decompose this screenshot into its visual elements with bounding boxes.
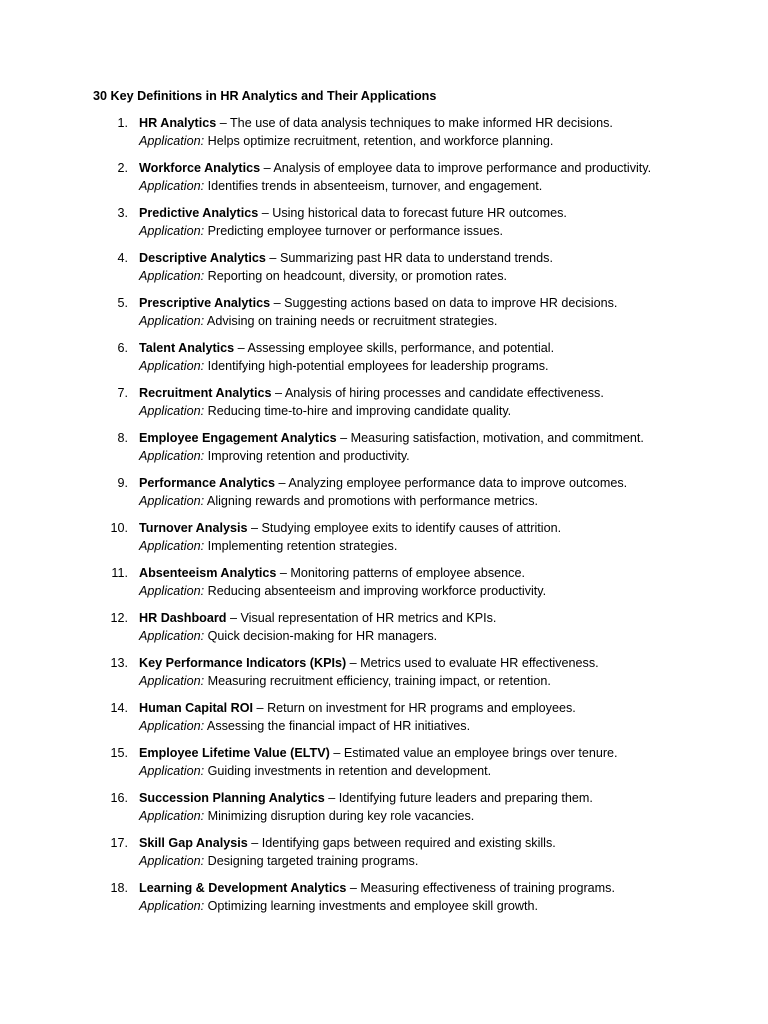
application-line: [139, 852, 418, 870]
application-label: Application:: [139, 133, 205, 148]
definition: – Assessing employee skills, performance, and potential.: [234, 341, 555, 355]
term: Human Capital ROI: [139, 701, 254, 715]
definition-line: [139, 699, 576, 717]
definition-line: [139, 564, 525, 582]
definition: – Measuring satisfaction, motivation, and commitment.: [336, 431, 644, 445]
list-item: [0, 159, 768, 204]
term: Recruitment Analytics: [139, 386, 272, 400]
application-text: Advising on training needs or recruitment strategies.: [204, 313, 498, 328]
item-number: 10.: [110, 521, 128, 535]
application-line: [139, 897, 538, 915]
term: HR Dashboard: [139, 611, 227, 625]
application-label: Application:: [139, 223, 205, 238]
application-line: [139, 807, 474, 825]
application-label: Application:: [139, 448, 205, 463]
application-text: Reducing absenteeism and improving workforce productivity.: [204, 583, 547, 598]
term: Employee Lifetime Value (ELTV): [139, 746, 330, 760]
item-number: 9.: [117, 476, 128, 490]
application-label: Application:: [139, 403, 205, 418]
definition: – Analysis of hiring processes and candidate effectiveness.: [271, 386, 604, 400]
definition-line: [139, 519, 561, 537]
item-number: 15.: [110, 746, 128, 760]
definition-line: [139, 789, 593, 807]
definition-line: [139, 474, 627, 492]
application-line: [139, 222, 503, 240]
list-item: [0, 789, 768, 834]
term: Absenteeism Analytics: [139, 566, 277, 580]
application-line: [139, 402, 511, 420]
list-item: [0, 384, 768, 429]
definition: – Summarizing past HR data to understand trends.: [265, 251, 553, 265]
list-item: [0, 519, 768, 564]
definition-line: [139, 114, 613, 132]
application-label: Application:: [139, 493, 205, 508]
application-text: Guiding investments in retention and development.: [204, 763, 492, 778]
application-label: Application:: [139, 673, 205, 688]
definition-line: [139, 744, 618, 762]
application-label: Application:: [139, 718, 205, 733]
term: HR Analytics: [139, 116, 217, 130]
definition: – Analyzing employee performance data to improve outcomes.: [275, 476, 628, 490]
item-number: 14.: [110, 701, 128, 715]
list-item: [0, 339, 768, 384]
list-item: [0, 204, 768, 249]
list-item: [0, 249, 768, 294]
application-line: [139, 357, 549, 375]
list-item: [0, 564, 768, 609]
application-line: [139, 627, 437, 645]
application-text: Identifies trends in absenteeism, turnover, and engagement.: [204, 178, 543, 193]
item-number: 5.: [117, 296, 128, 310]
application-label: Application:: [139, 358, 205, 373]
list-item: [0, 294, 768, 339]
application-label: Application:: [139, 268, 205, 283]
term: Key Performance Indicators (KPIs): [139, 656, 347, 670]
list-item: [0, 114, 768, 159]
application-text: Helps optimize recruitment, retention, and workforce planning.: [204, 133, 554, 148]
application-line: [139, 672, 551, 690]
definition: – Studying employee exits to identify causes of attrition.: [247, 521, 562, 535]
item-number: 3.: [117, 206, 128, 220]
application-label: Application:: [139, 628, 205, 643]
application-text: Aligning rewards and promotions with performance metrics.: [204, 493, 538, 508]
application-line: [139, 762, 491, 780]
item-number: 11.: [111, 566, 128, 580]
term: Learning & Development Analytics: [139, 881, 347, 895]
item-number: 4.: [117, 251, 128, 265]
item-number: 7.: [117, 386, 128, 400]
definition: – Analysis of employee data to improve performance and productivity.: [260, 161, 652, 175]
application-line: [139, 582, 546, 600]
item-number: 8.: [117, 431, 128, 445]
term: Predictive Analytics: [139, 206, 259, 220]
application-text: Predicting employee turnover or performance issues.: [204, 223, 504, 238]
item-number: 18.: [110, 881, 128, 895]
list-item: [0, 654, 768, 699]
list-item: [0, 879, 768, 924]
application-text: Measuring recruitment efficiency, training impact, or retention.: [204, 673, 551, 688]
list-item: [0, 834, 768, 879]
definitions-list: [0, 114, 768, 924]
application-text: Optimizing learning investments and employee skill growth.: [204, 898, 538, 913]
item-number: 2.: [117, 161, 128, 175]
document-title: 30 Key Definitions in HR Analytics and Their Applications: [93, 89, 437, 103]
definition-line: [139, 249, 553, 267]
definition: – Identifying future leaders and preparing them.: [324, 791, 593, 805]
definition-line: [139, 339, 554, 357]
item-number: 12.: [110, 611, 128, 625]
item-number: 6.: [117, 341, 128, 355]
application-line: [139, 132, 553, 150]
application-label: Application:: [139, 178, 205, 193]
application-line: [139, 447, 410, 465]
item-number: 13.: [110, 656, 128, 670]
application-text: Assessing the financial impact of HR initiatives.: [204, 718, 471, 733]
item-number: 1.: [117, 116, 128, 130]
definition-line: [139, 834, 556, 852]
term: Turnover Analysis: [139, 521, 248, 535]
definition-line: [139, 879, 615, 897]
definition: – Return on investment for HR programs and employees.: [253, 701, 576, 715]
application-text: Quick decision-making for HR managers.: [204, 628, 438, 643]
application-text: Implementing retention strategies.: [204, 538, 398, 553]
application-label: Application:: [139, 898, 205, 913]
term: Descriptive Analytics: [139, 251, 266, 265]
definition-line: [139, 159, 651, 177]
application-line: [139, 537, 397, 555]
term: Prescriptive Analytics: [139, 296, 271, 310]
definition: – Identifying gaps between required and existing skills.: [247, 836, 556, 850]
application-line: [139, 492, 538, 510]
definition: – Visual representation of HR metrics and KPIs.: [226, 611, 497, 625]
application-text: Identifying high-potential employees for leadership programs.: [204, 358, 549, 373]
definition-line: [139, 204, 567, 222]
application-text: Designing targeted training programs.: [204, 853, 419, 868]
application-line: [139, 717, 470, 735]
definition-line: [139, 654, 599, 672]
list-item: [0, 699, 768, 744]
application-label: Application:: [139, 853, 205, 868]
application-text: Reducing time-to-hire and improving candidate quality.: [204, 403, 512, 418]
definition: – Estimated value an employee brings over tenure.: [329, 746, 618, 760]
definition: – Suggesting actions based on data to improve HR decisions.: [270, 296, 618, 310]
list-item: [0, 744, 768, 789]
definition-line: [139, 609, 496, 627]
term: Succession Planning Analytics: [139, 791, 325, 805]
application-line: [139, 267, 507, 285]
list-item: [0, 609, 768, 654]
definition-line: [139, 294, 617, 312]
list-item: [0, 429, 768, 474]
term: Talent Analytics: [139, 341, 235, 355]
list-item: [0, 474, 768, 519]
application-text: Reporting on headcount, diversity, or promotion rates.: [204, 268, 507, 283]
application-label: Application:: [139, 538, 205, 553]
definition-line: [139, 429, 644, 447]
term: Performance Analytics: [139, 476, 276, 490]
application-label: Application:: [139, 763, 205, 778]
definition: – Measuring effectiveness of training programs.: [346, 881, 615, 895]
definition: – The use of data analysis techniques to make informed HR decisions.: [216, 116, 613, 130]
term: Skill Gap Analysis: [139, 836, 248, 850]
application-label: Application:: [139, 583, 205, 598]
application-text: Improving retention and productivity.: [204, 448, 410, 463]
term: Workforce Analytics: [139, 161, 261, 175]
item-number: 17.: [110, 836, 128, 850]
application-label: Application:: [139, 808, 205, 823]
application-text: Minimizing disruption during key role vacancies.: [204, 808, 475, 823]
application-line: [139, 177, 542, 195]
item-number: 16.: [110, 791, 128, 805]
definition: – Using historical data to forecast future HR outcomes.: [258, 206, 567, 220]
definition: – Metrics used to evaluate HR effectiveness.: [346, 656, 599, 670]
definition-line: [139, 384, 604, 402]
application-label: Application:: [139, 313, 205, 328]
term: Employee Engagement Analytics: [139, 431, 337, 445]
definition: – Monitoring patterns of employee absence.: [276, 566, 525, 580]
application-line: [139, 312, 497, 330]
